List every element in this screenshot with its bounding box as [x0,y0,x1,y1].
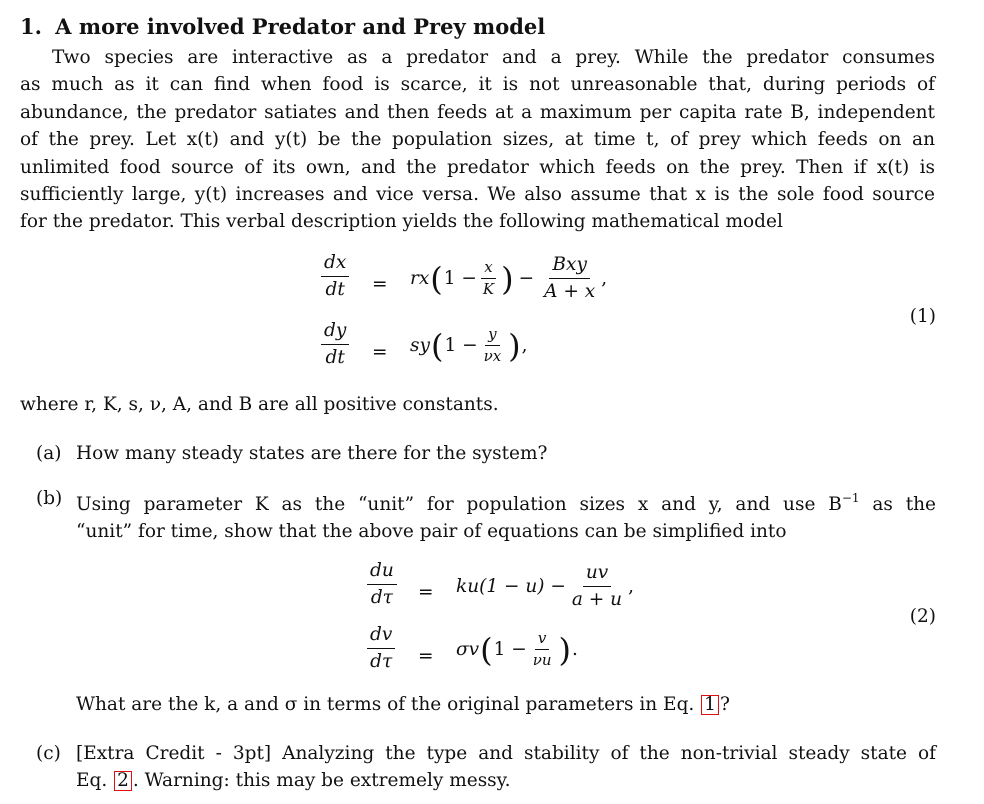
eq2-number: (2) [909,606,936,627]
part-a [36,440,936,468]
part-b-line-1: Using parameter K as the “unit” for population sizes x and y, and use $B^{-1}$ as the [76,491,936,515]
problem-number: 1. [20,14,42,39]
eq1-lhs-dydt: $\frac{dy}{dt}$ [318,320,352,369]
part-c-line-1: [Extra Credit - 3pt] Analyzing the type and stability of the non-trivial steady state of [76,743,936,764]
eq2-rhs-1: ku(1 − u) − $\frac{uv}{a + u}$ , [456,562,634,610]
part-b-label: (b) [36,488,63,509]
eq1-number: (1) [909,306,936,327]
eq2-lhs-dudtau: $\frac{du}{d\tau}$ [364,560,400,609]
eq2-rhs-2: σv ( 1 − $\frac{v}{\nu u}$ ) . [456,629,578,669]
eq1-equals-2: = [372,342,388,363]
problem-title: A more involved Predator and Prey model [55,14,546,39]
eq2-reference-link[interactable]: 2 [114,771,132,791]
part-c-line-2: Eq. 2 . Warning: this may be extremely messy. [76,770,511,792]
eq2-equals-2: = [418,646,434,667]
part-b [36,485,936,541]
equation-1 [0,252,984,382]
equation-2 [0,560,984,680]
eq1-rhs-1: rx ( 1 − $\frac{x}{K}$ ) − $\frac{\text{Bxy}}{A + x}$ , [410,254,608,302]
part-b-question: What are the k, a and σ in terms of the original parameters in Eq. 1 ? [76,694,730,715]
intro-line: as much as it can find when food is scarce, it is not unreasonable that, during periods of [20,74,935,96]
part-a-label: (a) [36,443,62,464]
intro-line: for the predator. This verbal description yields the following mathematical model [20,211,783,233]
eq1-rhs-2: sy ( 1 − $\frac{y}{\nu x}$ ) , [410,325,528,365]
intro-line: unlimited food source of its own, and the predator which feeds on the prey. Then if x(t) is [20,156,935,178]
part-a-text: How many steady states are there for the system? [76,443,548,464]
eq2-lhs-dvdtau: $\frac{dv}{d\tau}$ [364,624,398,673]
intro-line: abundance, the predator satiates and then feeds at a maximum per capita rate B, independent [20,101,935,123]
eq2-equals-1: = [418,582,434,603]
part-c [36,740,936,796]
intro-paragraph [20,44,935,236]
eq1-reference-link[interactable]: 1 [701,695,719,715]
where-line: where r, K, s, ν, A, and B are all positive constants. [20,394,499,415]
eq1-lhs-dxdt: $\frac{dx}{dt}$ [318,252,352,301]
part-b-line-2: “unit” for time, show that the above pair of equations can be simplified into [76,521,787,543]
problem-heading [20,14,545,39]
intro-line: of the prey. Let x(t) and y(t) be the population sizes, at time t, of prey which feeds on an [20,129,935,151]
intro-line: Two species are interactive as a predator and a prey. While the predator consumes [52,47,935,68]
part-c-label: (c) [36,743,61,764]
intro-line: sufficiently large, y(t) increases and vice versa. We also assume that x is the sole food source [20,184,935,206]
eq1-equals-1: = [372,274,388,295]
